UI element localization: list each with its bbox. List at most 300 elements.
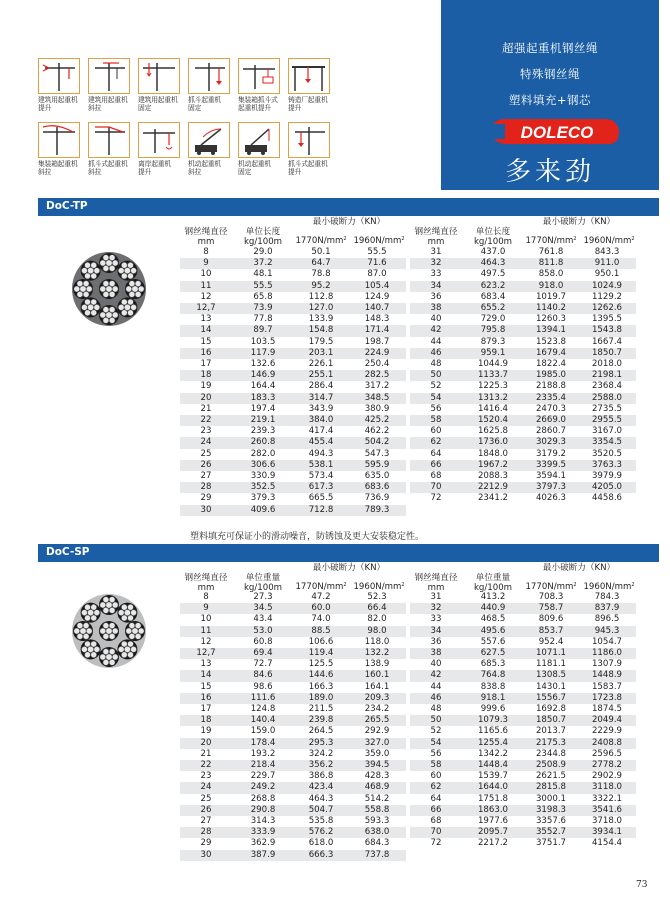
table-cell: 379.3: [250, 493, 276, 504]
table-cell: 684.3: [364, 838, 390, 849]
table-cell: 3399.5: [524, 460, 578, 471]
table-cell: 183.3: [232, 393, 294, 404]
table-row: [180, 682, 406, 693]
table-cell: 255.1: [294, 370, 348, 381]
table-row: [410, 782, 636, 793]
offshore-crane-lift-icon: [139, 123, 178, 156]
table-cell: 1520.4: [462, 415, 524, 426]
table-row: [180, 292, 406, 303]
table-cell: 70: [410, 827, 462, 838]
table-cell: 1556.7: [524, 693, 578, 704]
table-cell: 617.3: [294, 482, 348, 493]
table-cell: 737.8: [348, 850, 406, 861]
table-cell: 12: [200, 636, 212, 647]
table-cell: 2860.7: [535, 426, 567, 437]
table-cell: 2344.8: [535, 748, 567, 759]
table-row: [410, 370, 636, 381]
table-cell: 48: [430, 704, 442, 715]
table-row: [180, 247, 406, 258]
table-row: [180, 659, 406, 670]
table-cell: 197.4: [250, 403, 276, 414]
table-cell: 9: [180, 258, 232, 269]
table-row: [180, 648, 406, 659]
table-cell: 2341.2: [477, 493, 509, 504]
table-row: [180, 838, 406, 849]
icon-label: 集装箱起重机: [38, 160, 78, 168]
table-cell: 495.6: [462, 626, 524, 637]
table-cell: 15: [200, 336, 212, 347]
table-cell: 119.4: [294, 648, 348, 659]
table-row: [180, 827, 406, 838]
table-cell: 250.4: [364, 359, 390, 370]
table-cell: 2188.8: [535, 381, 567, 392]
doleco-logo: [487, 117, 621, 146]
table-cell: 2621.5: [535, 771, 567, 782]
application-icon-tile: [238, 122, 284, 177]
table-cell: 2212.9: [462, 482, 524, 493]
table-cell: 2470.3: [535, 403, 567, 414]
table-cell: 10: [200, 269, 212, 280]
table-cell: 2095.7: [462, 827, 524, 838]
construction-crane-fixed-icon: [139, 59, 178, 92]
icon-label: 抓斗式起重机: [88, 160, 128, 168]
col-header-weight: 单位长度: [245, 227, 281, 237]
table-cell: 593.3: [364, 816, 390, 827]
table-cell: 36: [430, 291, 442, 302]
table-cell: 70: [410, 482, 462, 493]
table-cell: 40: [430, 659, 442, 670]
table-cell: 50.1: [311, 247, 331, 257]
table-row: [410, 303, 636, 314]
table-cell: 999.6: [480, 704, 506, 715]
table-cell: 17: [200, 704, 212, 715]
table-row: [180, 258, 406, 269]
table-cell: 952.4: [538, 636, 564, 647]
icon-label: 斜拉: [88, 168, 102, 177]
table-cell: 189.0: [294, 693, 348, 704]
table-cell: 12,7: [180, 648, 232, 659]
table-cell: 440.9: [462, 603, 524, 614]
table-cell: 573.4: [308, 471, 334, 482]
weight-header: [462, 227, 524, 247]
table-cell: 52: [430, 381, 442, 392]
col-header-diameter-unit: mm: [427, 583, 445, 593]
table-cell: 468.5: [480, 614, 506, 625]
brand-line-3: 塑料填充+钢芯: [508, 93, 592, 107]
table-cell: 44: [430, 681, 442, 692]
table-cell: 249.2: [232, 782, 294, 793]
table-cell: 64.7: [294, 258, 348, 269]
breaking-force-table: [410, 247, 636, 505]
table-row: [410, 592, 636, 603]
table-cell: 1308.5: [524, 670, 578, 681]
table-row: [180, 269, 406, 280]
col-header-grade-1960: 1960N/mm: [583, 582, 632, 592]
table-cell: 124.8: [250, 704, 276, 715]
table-cell: 2088.3: [477, 471, 509, 482]
page-number: 73: [636, 880, 648, 890]
col-header-diameter: 钢丝绳直径: [184, 227, 228, 237]
table-row: [180, 337, 406, 348]
table-cell: 69.4: [232, 648, 294, 659]
table-cell: 3179.2: [535, 448, 567, 459]
table-cell: 2217.2: [477, 838, 509, 849]
table-cell: 34: [410, 626, 462, 637]
table-cell: 60: [430, 771, 442, 782]
table-row: [410, 415, 636, 426]
table-cell: 879.3: [480, 336, 506, 347]
icon-label: 斜拉: [38, 168, 52, 177]
superscript: 2: [631, 582, 635, 588]
table-cell: 72: [430, 838, 442, 849]
icon-label: 提升: [288, 104, 302, 113]
table-cell: 55.5: [232, 281, 294, 292]
table-cell: 911.0: [578, 258, 636, 269]
table-cell: 178.4: [232, 738, 294, 749]
table-cell: 71.6: [348, 258, 406, 269]
table-cell: 3763.3: [578, 460, 636, 471]
table-cell: 386.8: [308, 771, 334, 782]
table-row: [180, 715, 406, 726]
table-cell: 203.1: [294, 348, 348, 359]
breaking-force-header: [294, 217, 404, 227]
table-cell: 29: [200, 838, 212, 849]
grade-1770-header: [522, 234, 580, 246]
weight-header: [462, 573, 524, 593]
table-row: [410, 794, 636, 805]
table-row: [410, 637, 636, 648]
icon-label: 抓斗式起重机: [288, 160, 328, 168]
table-cell: 22: [180, 415, 232, 426]
table-cell: 18: [180, 370, 232, 381]
table-row: [410, 726, 636, 737]
section-divider: [38, 560, 659, 562]
table-cell: 29.0: [253, 247, 273, 257]
section-title-doc-sp: DoC-SP: [38, 544, 659, 560]
table-cell: 8: [203, 592, 209, 602]
table-cell: 282.5: [348, 370, 406, 381]
table-cell: 33: [430, 269, 442, 280]
table-cell: 1848.0: [477, 448, 509, 459]
application-icon-tile: [288, 122, 334, 177]
table-cell: 103.5: [250, 336, 276, 347]
col-header-diameter-unit: mm: [197, 237, 215, 247]
superscript: 2: [343, 582, 347, 588]
table-cell: 2175.3: [524, 738, 578, 749]
table-cell: 28: [180, 827, 232, 838]
table-cell: 50: [410, 715, 462, 726]
table-row: [180, 603, 406, 614]
table-cell: 2669.0: [524, 415, 578, 426]
table-row: [410, 614, 636, 625]
table-cell: 428.3: [364, 771, 390, 782]
col-header-weight-unit: kg/100m: [243, 583, 283, 593]
mobile-crane-fixed-icon: [239, 123, 278, 156]
grade-1770-header: [522, 580, 580, 592]
table-cell: 1133.7: [462, 370, 524, 381]
table-cell: 1822.4: [535, 359, 567, 370]
table-cell: 1523.8: [535, 336, 567, 347]
table-cell: 789.3: [348, 505, 406, 516]
table-row: [180, 749, 406, 760]
table-cell: 1874.5: [591, 704, 623, 715]
table-row: [180, 426, 406, 437]
grade-1770-header: [292, 580, 350, 592]
table-cell: 1255.4: [462, 738, 524, 749]
table-cell: 282.0: [250, 448, 276, 459]
table-cell: 64: [430, 793, 442, 804]
foundry-crane-lift-icon: [289, 59, 328, 92]
table-cell: 494.3: [308, 448, 334, 459]
table-cell: 60.0: [294, 603, 348, 614]
table-cell: 1165.6: [477, 726, 509, 737]
table-cell: 595.9: [348, 460, 406, 471]
table-row: [180, 637, 406, 648]
brand-line-2: 特殊钢丝绳: [520, 67, 580, 81]
table-cell: 224.9: [348, 348, 406, 359]
table-cell: 1313.2: [462, 393, 524, 404]
table-row: [180, 415, 406, 426]
table-cell: 1024.9: [578, 281, 636, 292]
superscript: 2: [573, 582, 577, 588]
table-cell: 211.5: [308, 704, 334, 715]
table-cell: 98.0: [348, 626, 406, 637]
table-cell: 127.0: [294, 303, 348, 314]
table-cell: 1736.0: [462, 437, 524, 448]
table-cell: 11: [180, 626, 232, 637]
col-header-grade-1770: 1770N/mm: [295, 582, 344, 592]
table-cell: 2955.5: [578, 415, 636, 426]
table-cell: 11: [180, 281, 232, 292]
weight-header: [232, 573, 294, 593]
table-cell: 21: [200, 403, 212, 414]
table-row: [410, 393, 636, 404]
table-cell: 1071.1: [524, 648, 578, 659]
table-row: [180, 782, 406, 793]
grade-1960-header: [350, 234, 408, 246]
table-cell: 55.5: [367, 247, 387, 257]
table-cell: 78.8: [311, 269, 331, 280]
table-cell: 455.4: [294, 437, 348, 448]
table-cell: 1342.2: [477, 748, 509, 759]
table-cell: 683.6: [348, 482, 406, 493]
table-cell: 10: [200, 614, 212, 625]
diameter-header: [180, 573, 232, 593]
table-cell: 4154.4: [591, 838, 623, 849]
brand-chinese-name: 多来劲: [504, 157, 595, 187]
table-cell: 1751.8: [477, 793, 509, 804]
table-row: [410, 670, 636, 681]
table-cell: 1583.7: [591, 681, 623, 692]
table-cell: 462.2: [364, 426, 390, 437]
table-cell: 226.1: [308, 359, 334, 370]
table-cell: 3198.3: [524, 805, 578, 816]
table-row: [180, 359, 406, 370]
table-cell: 154.8: [294, 325, 348, 336]
table-cell: 1723.8: [578, 693, 636, 704]
application-icons-grid: [38, 58, 358, 190]
table-row: [410, 281, 636, 292]
table-cell: 666.3: [294, 850, 348, 861]
table-cell: 1985.0: [524, 370, 578, 381]
grade-1960-header: [580, 580, 638, 592]
table-cell: 4026.3: [535, 493, 567, 504]
table-cell: 2408.8: [578, 738, 636, 749]
col-header-breaking-force: 最小破断力（KN）: [542, 563, 616, 573]
table-cell: 384.0: [294, 415, 348, 426]
table-row: [410, 805, 636, 816]
table-cell: 19: [200, 381, 212, 392]
superscript: 2: [401, 236, 405, 242]
table-row: [180, 437, 406, 448]
grade-1770-header: [292, 234, 350, 246]
table-cell: 327.0: [348, 738, 406, 749]
table-cell: 3520.5: [591, 448, 623, 459]
table-cell: 3934.1: [578, 827, 636, 838]
table-cell: 25: [200, 448, 212, 459]
icon-label: 建筑用起重机: [138, 96, 178, 104]
table-cell: 729.0: [480, 314, 506, 325]
table-cell: 1079.3: [462, 715, 524, 726]
table-cell: 950.1: [594, 269, 620, 280]
table-row: [180, 493, 406, 504]
table-row: [410, 269, 636, 280]
table-cell: 292.9: [364, 726, 390, 737]
table-cell: 1307.9: [591, 659, 623, 670]
col-header-diameter: 钢丝绳直径: [414, 227, 458, 237]
table-cell: 77.8: [253, 314, 273, 325]
col-header-grade-1960: 1960N/mm: [583, 236, 632, 246]
icon-label: 机动起重机: [188, 160, 221, 168]
table-row: [180, 771, 406, 782]
table-cell: 1850.7: [578, 348, 636, 359]
table-row: [410, 648, 636, 659]
table-cell: 31: [430, 247, 442, 257]
col-header-weight: 单位长度: [475, 227, 511, 237]
table-cell: 50: [410, 370, 462, 381]
table-row: [180, 370, 406, 381]
table-cell: 160.1: [348, 670, 406, 681]
table-cell: 14: [180, 670, 232, 681]
table-cell: 146.9: [232, 370, 294, 381]
table-cell: 2049.4: [578, 715, 636, 726]
table-cell: 1625.8: [477, 426, 509, 437]
weight-header: [232, 227, 294, 247]
table-cell: 3797.3: [524, 482, 578, 493]
application-icon-tile: [88, 122, 134, 177]
table-row: [180, 505, 406, 516]
table-cell: 712.8: [294, 505, 348, 516]
table-cell: 858.0: [538, 269, 564, 280]
table-cell: 54: [410, 393, 462, 404]
table-cell: 13: [200, 659, 212, 670]
table-cell: 352.5: [232, 482, 294, 493]
table-cell: 1044.9: [477, 359, 509, 370]
table-cell: 3751.7: [535, 838, 567, 849]
breaking-force-table: [180, 592, 406, 861]
table-cell: 38: [410, 303, 462, 314]
table-cell: 105.4: [348, 281, 406, 292]
table-cell: 98.6: [253, 681, 273, 692]
table-row: [410, 682, 636, 693]
application-icon-tile: [188, 58, 234, 113]
table-cell: 2778.2: [578, 760, 636, 771]
table-cell: 2508.9: [524, 760, 578, 771]
application-icon-tile: [138, 122, 184, 177]
table-cell: 20: [180, 738, 232, 749]
table-cell: 538.1: [294, 460, 348, 471]
table-cell: 65.8: [253, 291, 273, 302]
table-cell: 112.8: [308, 291, 334, 302]
table-cell: 30: [180, 505, 232, 516]
table-cell: 3979.9: [591, 471, 623, 482]
application-icon-tile: [238, 58, 284, 113]
table-cell: 53.0: [232, 626, 294, 637]
table-cell: 33: [430, 614, 442, 625]
table-cell: 218.4: [232, 760, 294, 771]
icon-label: 斜拉: [188, 168, 202, 177]
icon-label: 建筑用起重机: [88, 96, 128, 104]
table-cell: 40: [430, 314, 442, 325]
table-cell: 18: [180, 715, 232, 726]
table-cell: 1416.4: [477, 403, 509, 414]
table-cell: 32: [410, 258, 462, 269]
col-header-grade-1770: 1770N/mm: [525, 582, 574, 592]
table-cell: 66: [410, 805, 462, 816]
table-row: [410, 838, 636, 849]
table-cell: 239.3: [250, 426, 276, 437]
table-row: [410, 482, 636, 493]
table-row: [410, 314, 636, 325]
table-cell: 2815.8: [524, 782, 578, 793]
table-cell: 2335.4: [524, 393, 578, 404]
application-icon-tile: [188, 122, 234, 177]
table-cell: 623.2: [462, 281, 524, 292]
icon-label: 固定: [238, 168, 252, 177]
table-cell: 1977.6: [477, 816, 509, 827]
table-cell: 111.6: [232, 693, 294, 704]
table-cell: 198.7: [364, 336, 390, 347]
table-cell: 148.3: [364, 314, 390, 325]
table-cell: 3000.1: [535, 793, 567, 804]
table-cell: 685.3: [480, 659, 506, 670]
col-header-weight-unit: kg/100m: [243, 237, 283, 247]
table-cell: 504.7: [294, 805, 348, 816]
table-row: [180, 471, 406, 482]
col-header-weight-unit: kg/100m: [473, 583, 513, 593]
table-row: [410, 348, 636, 359]
icon-label: 起重机提升: [238, 104, 271, 113]
table-row: [410, 626, 636, 637]
table-cell: 21: [200, 748, 212, 759]
table-cell: 13: [200, 314, 212, 325]
table-cell: 286.4: [308, 381, 334, 392]
table-cell: 38: [410, 648, 462, 659]
table-cell: 843.3: [594, 247, 620, 257]
icon-label: 固定: [138, 104, 152, 113]
table-cell: 2735.5: [591, 403, 623, 414]
table-cell: 1644.0: [462, 782, 524, 793]
section-title-doc-tp: DoC-TP: [38, 198, 659, 214]
table-row: [410, 426, 636, 437]
breaking-force-header: [294, 563, 404, 573]
icon-label: 固定: [188, 104, 202, 113]
table-cell: 42: [410, 670, 462, 681]
table-cell: 853.7: [524, 626, 578, 637]
logo-text: DOLECO: [520, 123, 594, 142]
table-cell: 1543.8: [578, 325, 636, 336]
table-row: [410, 325, 636, 336]
